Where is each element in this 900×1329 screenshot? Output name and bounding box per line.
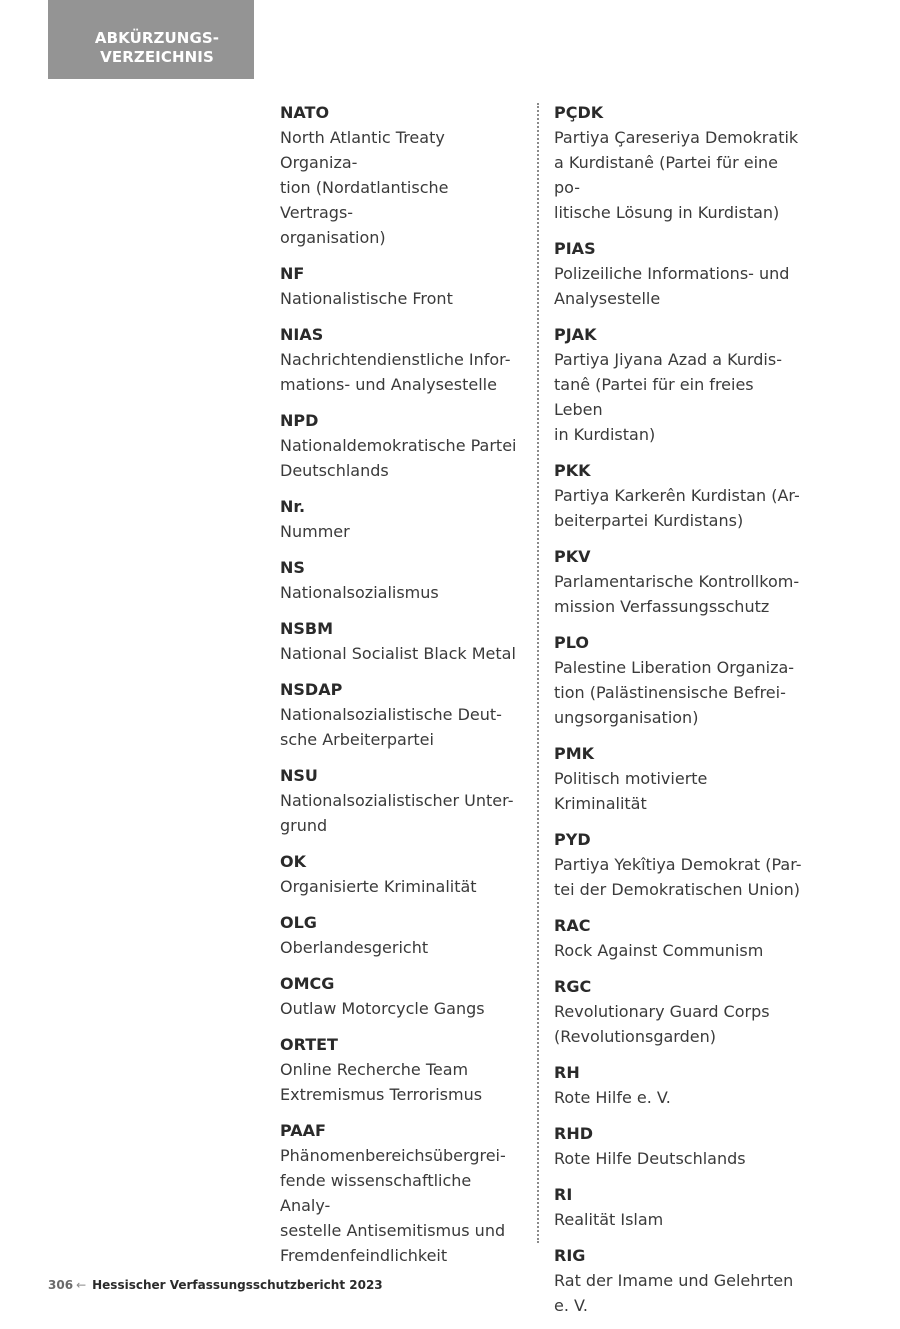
abbreviation-entry bbox=[554, 741, 804, 816]
abbreviation-entry bbox=[554, 458, 804, 533]
abbreviation-term: OMCG bbox=[280, 974, 335, 993]
abbreviation-description: Polizeiliche Informations- und Analysestelle bbox=[554, 264, 790, 308]
abbreviation-term: NPD bbox=[280, 411, 319, 430]
abbreviation-entry bbox=[554, 1243, 804, 1318]
abbreviation-entry bbox=[554, 913, 804, 963]
abbreviation-description: Partiya Jiyana Azad a Kurdis- tanê (Partei für ein freies Leben in Kurdistan) bbox=[554, 350, 782, 444]
abbreviation-term: PYD bbox=[554, 830, 591, 849]
abbreviation-term: NSBM bbox=[280, 619, 334, 638]
abbreviation-entry bbox=[280, 1118, 525, 1268]
abbreviation-entry bbox=[280, 555, 525, 605]
abbreviation-term: NF bbox=[280, 264, 305, 283]
abbreviation-description: Rock Against Communism bbox=[554, 941, 764, 960]
abbreviation-description: Rat der Imame und Gelehrten e. V. bbox=[554, 1271, 794, 1315]
publication-title: Hessischer Verfassungsschutzbericht 2023 bbox=[92, 1278, 383, 1292]
abbreviation-description: Partiya Karkerên Kurdistan (Ar- beiterpartei Kurdistans) bbox=[554, 486, 800, 530]
abbreviation-description: North Atlantic Treaty Organiza- tion (Nordatlantische Vertrags- organisation) bbox=[280, 128, 449, 247]
section-header-line-1: ABKÜRZUNGS- bbox=[94, 29, 220, 47]
abbreviation-entry bbox=[280, 322, 525, 397]
abbreviation-description: Nationalsozialistischer Unter- grund bbox=[280, 791, 514, 835]
abbreviation-entry bbox=[280, 1032, 525, 1107]
abbreviation-description: Nationalistische Front bbox=[280, 289, 453, 308]
abbreviation-entry bbox=[280, 677, 525, 752]
abbreviation-term: PJAK bbox=[554, 325, 597, 344]
abbreviation-entry bbox=[554, 236, 804, 311]
column-divider-dotted bbox=[537, 103, 539, 1243]
abbreviation-description: Oberlandesgericht bbox=[280, 938, 429, 957]
abbreviation-description: Nationalsozialistische Deut- sche Arbeiterpartei bbox=[280, 705, 502, 749]
abbreviation-term: PÇDK bbox=[554, 103, 604, 122]
abbreviation-term: RGC bbox=[554, 977, 592, 996]
abbreviation-term: RHD bbox=[554, 1124, 593, 1143]
abbreviation-description: Phänomenbereichsübergrei- fende wissenschaftliche Analy- sestelle Antisemitismus und Fremdenfeindlichkeit bbox=[280, 1146, 506, 1265]
page-number: 306 bbox=[48, 1278, 74, 1292]
abbreviation-description: Politisch motivierte Kriminalität bbox=[554, 769, 708, 813]
abbreviation-term: PAAF bbox=[280, 1121, 326, 1140]
abbreviation-entry bbox=[280, 100, 525, 250]
abbreviation-term: ORTET bbox=[280, 1035, 338, 1054]
abbreviation-entry bbox=[280, 971, 525, 1021]
abbreviation-description: Online Recherche Team Extremismus Terrorismus bbox=[280, 1060, 483, 1104]
abbreviation-entry bbox=[280, 849, 525, 899]
abbreviation-term: NSDAP bbox=[280, 680, 343, 699]
abbreviation-entry bbox=[280, 910, 525, 960]
abbreviation-term: RIG bbox=[554, 1246, 586, 1265]
abbreviation-entry bbox=[554, 1182, 804, 1232]
abbreviation-description: National Socialist Black Metal bbox=[280, 644, 516, 663]
abbreviation-term: PKV bbox=[554, 547, 591, 566]
abbreviation-term: PLO bbox=[554, 633, 589, 652]
abbreviation-description: Nummer bbox=[280, 522, 350, 541]
abbreviation-entry bbox=[554, 1060, 804, 1110]
abbreviation-entry bbox=[554, 630, 804, 730]
arrow-left-icon[interactable]: ← bbox=[76, 1278, 87, 1292]
abbreviation-term: RAC bbox=[554, 916, 591, 935]
abbreviation-description: Nachrichtendienstliche Infor- mations- und Analysestelle bbox=[280, 350, 511, 394]
abbreviation-entry bbox=[280, 616, 525, 666]
abbreviation-term: Nr. bbox=[280, 497, 306, 516]
abbreviation-description: Organisierte Kriminalität bbox=[280, 877, 477, 896]
abbreviation-entry bbox=[554, 1121, 804, 1171]
abbreviation-entry bbox=[280, 763, 525, 838]
abbreviation-entry bbox=[280, 408, 525, 483]
page-footer bbox=[48, 1276, 383, 1294]
abbreviation-term: NS bbox=[280, 558, 305, 577]
abbreviation-description: Rote Hilfe Deutschlands bbox=[554, 1149, 746, 1168]
abbreviation-entry bbox=[554, 100, 804, 225]
abbreviation-term: RI bbox=[554, 1185, 573, 1204]
abbreviation-term: NATO bbox=[280, 103, 330, 122]
abbreviation-column-left bbox=[280, 100, 525, 1279]
abbreviation-description: Nationaldemokratische Partei Deutschlands bbox=[280, 436, 517, 480]
abbreviation-description: Palestine Liberation Organiza- tion (Palästinensische Befrei- ungsorganisation) bbox=[554, 658, 795, 727]
abbreviation-description: Partiya Yekîtiya Demokrat (Par- tei der Demokratischen Union) bbox=[554, 855, 802, 899]
abbreviation-term: PIAS bbox=[554, 239, 596, 258]
abbreviation-description: Revolutionary Guard Corps (Revolutionsgarden) bbox=[554, 1002, 770, 1046]
abbreviation-entry bbox=[280, 494, 525, 544]
section-header-line-2: VERZEICHNIS bbox=[100, 48, 214, 66]
abbreviation-description: Realität Islam bbox=[554, 1210, 664, 1229]
abbreviation-entry bbox=[280, 261, 525, 311]
abbreviation-description: Nationalsozialismus bbox=[280, 583, 439, 602]
abbreviation-term: NSU bbox=[280, 766, 318, 785]
abbreviation-description: Outlaw Motorcycle Gangs bbox=[280, 999, 485, 1018]
abbreviation-term: OLG bbox=[280, 913, 317, 932]
abbreviation-entry bbox=[554, 974, 804, 1049]
abbreviation-term: PKK bbox=[554, 461, 591, 480]
abbreviation-entry bbox=[554, 544, 804, 619]
abbreviation-description: Rote Hilfe e. V. bbox=[554, 1088, 671, 1107]
abbreviation-entry bbox=[554, 827, 804, 902]
abbreviation-description: Parlamentarische Kontrollkom- mission Verfassungsschutz bbox=[554, 572, 800, 616]
abbreviation-term: OK bbox=[280, 852, 306, 871]
abbreviation-description: Partiya Çareseriya Demokratik a Kurdistanê (Partei für eine po- litische Lösung in Kurdistan) bbox=[554, 128, 799, 222]
abbreviation-column-right bbox=[554, 100, 804, 1329]
abbreviation-term: RH bbox=[554, 1063, 580, 1082]
abbreviation-entry bbox=[554, 322, 804, 447]
abbreviation-term: NIAS bbox=[280, 325, 324, 344]
section-header-tab bbox=[48, 0, 254, 79]
abbreviation-term: PMK bbox=[554, 744, 595, 763]
